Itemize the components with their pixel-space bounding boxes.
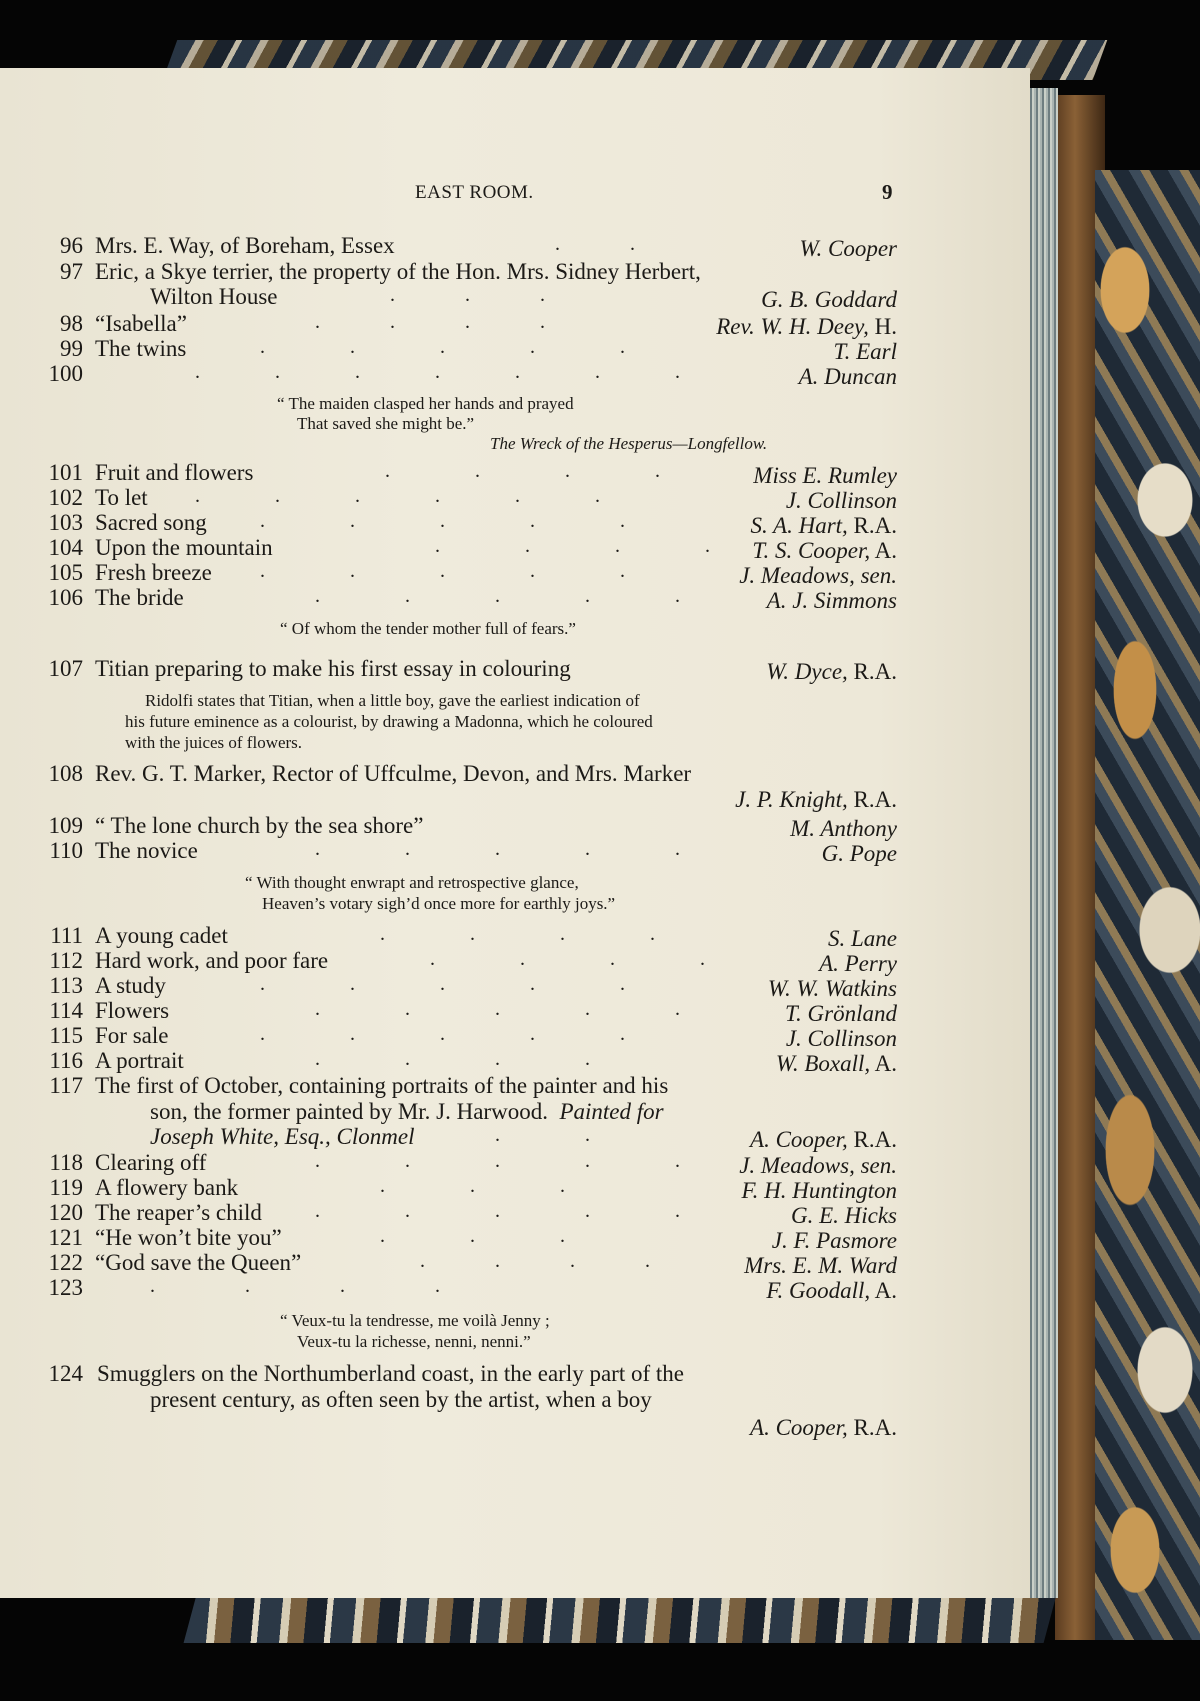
- entry-artist: S. A. Hart, R.A.: [750, 513, 897, 538]
- page-number: 9: [882, 180, 893, 204]
- entry-title: “Isabella”: [95, 311, 187, 336]
- entry-number: 113: [49, 973, 83, 998]
- entry-number: 119: [49, 1175, 83, 1200]
- marbled-fore-edge: [1095, 170, 1200, 1640]
- entry-title: Clearing off: [95, 1150, 207, 1175]
- leader-dots: . . . .: [420, 1250, 650, 1272]
- entry-title: Mrs. E. Way, of Boreham, Essex: [95, 233, 395, 258]
- entry-artist: A. Cooper, R.A.: [750, 1415, 897, 1440]
- leader-dots: . . . . .: [315, 838, 680, 860]
- entry-artist: G. E. Hicks: [790, 1203, 897, 1228]
- entry-title: Eric, a Skye terrier, the property of the Hon. Mrs. Sidney Herbert,: [95, 259, 701, 284]
- running-head: EAST ROOM.: [415, 182, 534, 203]
- entry-artist: J. F. Pasmore: [771, 1228, 897, 1253]
- entry-title: The novice: [95, 838, 198, 863]
- entry-title: Titian preparing to make his first essay in colouring: [95, 656, 571, 681]
- entry-title: Upon the mountain: [95, 535, 273, 560]
- leader-dots: . . . .: [430, 948, 705, 970]
- entry-artist: A. Cooper, R.A.: [750, 1127, 897, 1152]
- entry-artist: A. J. Simmons: [766, 588, 897, 613]
- epigraph-source: The Wreck of the Hesperus—Longfellow.: [490, 434, 768, 453]
- entry-artist: A. Perry: [819, 951, 897, 976]
- epigraph-line: “ With thought enwrapt and retrospective glance,: [245, 873, 579, 892]
- entry-artist: J. Meadows, sen.: [739, 1153, 897, 1178]
- entry-number: 105: [48, 560, 83, 585]
- entry-artist: T. Grönland: [784, 1001, 897, 1026]
- entry-artist: W. Cooper: [799, 236, 897, 261]
- entry-number: 117: [49, 1073, 83, 1098]
- epigraph-line: “ Of whom the tender mother full of fears.”: [280, 619, 576, 638]
- leader-dots: . . . . .: [315, 998, 680, 1020]
- entry-title: The bride: [95, 585, 184, 610]
- entry-number: 114: [49, 998, 83, 1023]
- entry-title: Fruit and flowers: [95, 460, 254, 485]
- entry-number: 118: [49, 1150, 83, 1175]
- leader-dots: . . . . .: [260, 510, 625, 532]
- entry-title-cont: Joseph White, Esq., Clonmel: [150, 1124, 415, 1149]
- epigraph-line: “ Veux-tu la tendresse, me voilà Jenny ;: [280, 1311, 550, 1330]
- entry-number: 99: [60, 336, 83, 361]
- leader-dots: . . .: [380, 1175, 565, 1197]
- note-line: Ridolfi states that Titian, when a little boy, gave the earliest indication of: [145, 691, 640, 710]
- leader-dots: . . . . .: [260, 1023, 625, 1045]
- epigraph-line: Veux-tu la richesse, nenni, nenni.”: [297, 1332, 531, 1351]
- entry-title: The first of October, containing portraits of the painter and his: [95, 1073, 669, 1098]
- entry-number: 123: [48, 1275, 83, 1300]
- leader-dots: . . . .: [315, 311, 545, 333]
- entry-artist: T. S. Cooper, A.: [752, 538, 897, 563]
- entry-artist: F. H. Huntington: [741, 1178, 897, 1203]
- entry-number: 100: [48, 361, 83, 386]
- entry-title: For sale: [95, 1023, 169, 1048]
- entry-number: 104: [48, 535, 83, 560]
- entry-title: Hard work, and poor fare: [95, 948, 329, 973]
- entry-artist: Mrs. E. M. Ward: [744, 1253, 897, 1278]
- entry-title-cont: son, the former painted by Mr. J. Harwood. Painted for: [150, 1099, 664, 1124]
- leader-dots: . . . .: [380, 923, 655, 945]
- leader-dots: . . . . .: [260, 560, 625, 582]
- entry-artist: T. Earl: [833, 339, 897, 364]
- page-stack-edge: [1028, 88, 1058, 1598]
- entry-title: A young cadet: [95, 923, 228, 948]
- entry-artist: W. Boxall, A.: [775, 1051, 897, 1076]
- entry-title: The reaper’s child: [95, 1200, 262, 1225]
- entry-title-cont: Wilton House: [150, 284, 278, 309]
- note-line: his future eminence as a colourist, by drawing a Madonna, which he coloured: [125, 712, 653, 731]
- entry-number: 120: [48, 1200, 83, 1225]
- entry-artist: S. Lane: [828, 926, 897, 951]
- entry-number: 108: [48, 761, 83, 786]
- entry-title: “God save the Queen”: [95, 1250, 302, 1275]
- entry-title: Smugglers on the Northumberland coast, in the early part of the: [97, 1361, 684, 1386]
- marbled-bottom-edge: [184, 1595, 1057, 1643]
- entry-title-cont: present century, as often seen by the artist, when a boy: [150, 1387, 652, 1412]
- note-line: with the juices of flowers.: [125, 733, 303, 752]
- entry-number: 124: [48, 1361, 83, 1386]
- entry-artist: G. B. Goddard: [761, 287, 897, 312]
- entry-number: 106: [48, 585, 83, 610]
- entry-title: The twins: [95, 336, 187, 361]
- epigraph-line: That saved she might be.”: [297, 414, 475, 433]
- entry-title: A study: [95, 973, 166, 998]
- entry-number: 115: [49, 1023, 83, 1048]
- leader-dots: . . . . .: [315, 1200, 680, 1222]
- entry-number: 110: [49, 838, 83, 863]
- entry-number: 109: [48, 813, 83, 838]
- leader-dots: . . .: [390, 284, 545, 306]
- entry-artist: W. Dyce, R.A.: [766, 659, 897, 684]
- epigraph-line: “ The maiden clasped her hands and prayed: [277, 394, 574, 413]
- leader-dots: . .: [555, 233, 635, 255]
- leader-dots: . . .: [380, 1225, 565, 1247]
- entry-number: 107: [48, 656, 83, 681]
- leader-dots: . . . . .: [315, 585, 680, 607]
- entry-number: 111: [50, 923, 83, 948]
- entry-number: 103: [48, 510, 83, 535]
- entry-title: A flowery bank: [95, 1175, 239, 1200]
- catalogue-page: [0, 68, 1030, 1598]
- entry-number: 116: [49, 1048, 83, 1073]
- leader-dots: . . . . .: [315, 1150, 680, 1172]
- entry-artist: W. W. Watkins: [767, 976, 897, 1001]
- entry-title: “ The lone church by the sea shore”: [95, 813, 424, 838]
- entry-number: 102: [48, 485, 83, 510]
- entry-artist: J. Meadows, sen.: [739, 563, 897, 588]
- entry-title: “He won’t bite you”: [95, 1225, 282, 1250]
- entry-number: 96: [60, 233, 83, 258]
- leader-dots: . .: [495, 1124, 590, 1146]
- entry-title: Flowers: [95, 998, 170, 1023]
- leader-dots: . . . . .: [260, 973, 625, 995]
- leader-dots: . . . . . .: [195, 485, 600, 507]
- leader-dots: . . . . . . .: [195, 361, 680, 383]
- entry-number: 97: [60, 259, 83, 284]
- leader-dots: . . . .: [150, 1275, 440, 1297]
- entry-title: Fresh breeze: [95, 560, 212, 585]
- entry-title: To let: [95, 485, 148, 510]
- entry-title: Sacred song: [95, 510, 207, 535]
- entry-number: 101: [48, 460, 83, 485]
- leader-dots: . . . . .: [260, 336, 625, 358]
- entry-artist: J. P. Knight, R.A.: [735, 787, 897, 812]
- entry-artist: F. Goodall, A.: [766, 1278, 897, 1303]
- entry-artist: M. Anthony: [790, 816, 897, 841]
- entry-artist: J. Collinson: [785, 1026, 897, 1051]
- entry-title: A portrait: [95, 1048, 184, 1073]
- leader-dots: . . . .: [385, 460, 660, 482]
- entry-title: Rev. G. T. Marker, Rector of Uffculme, Devon, and Mrs. Marker: [95, 761, 692, 786]
- entry-artist: Miss E. Rumley: [753, 463, 897, 488]
- entry-artist: J. Collinson: [785, 488, 897, 513]
- epigraph-line: Heaven’s votary sigh’d once more for earthly joys.”: [262, 894, 616, 913]
- leader-dots: . . . .: [435, 535, 710, 557]
- entry-artist: Rev. W. H. Deey, H.: [716, 314, 897, 339]
- entry-artist: G. Pope: [821, 841, 897, 866]
- entry-number: 122: [48, 1250, 83, 1275]
- entry-artist: A. Duncan: [798, 364, 897, 389]
- entry-number: 98: [60, 311, 83, 336]
- entry-number: 121: [48, 1225, 83, 1250]
- entry-number: 112: [49, 948, 83, 973]
- leader-dots: . . . .: [315, 1048, 590, 1070]
